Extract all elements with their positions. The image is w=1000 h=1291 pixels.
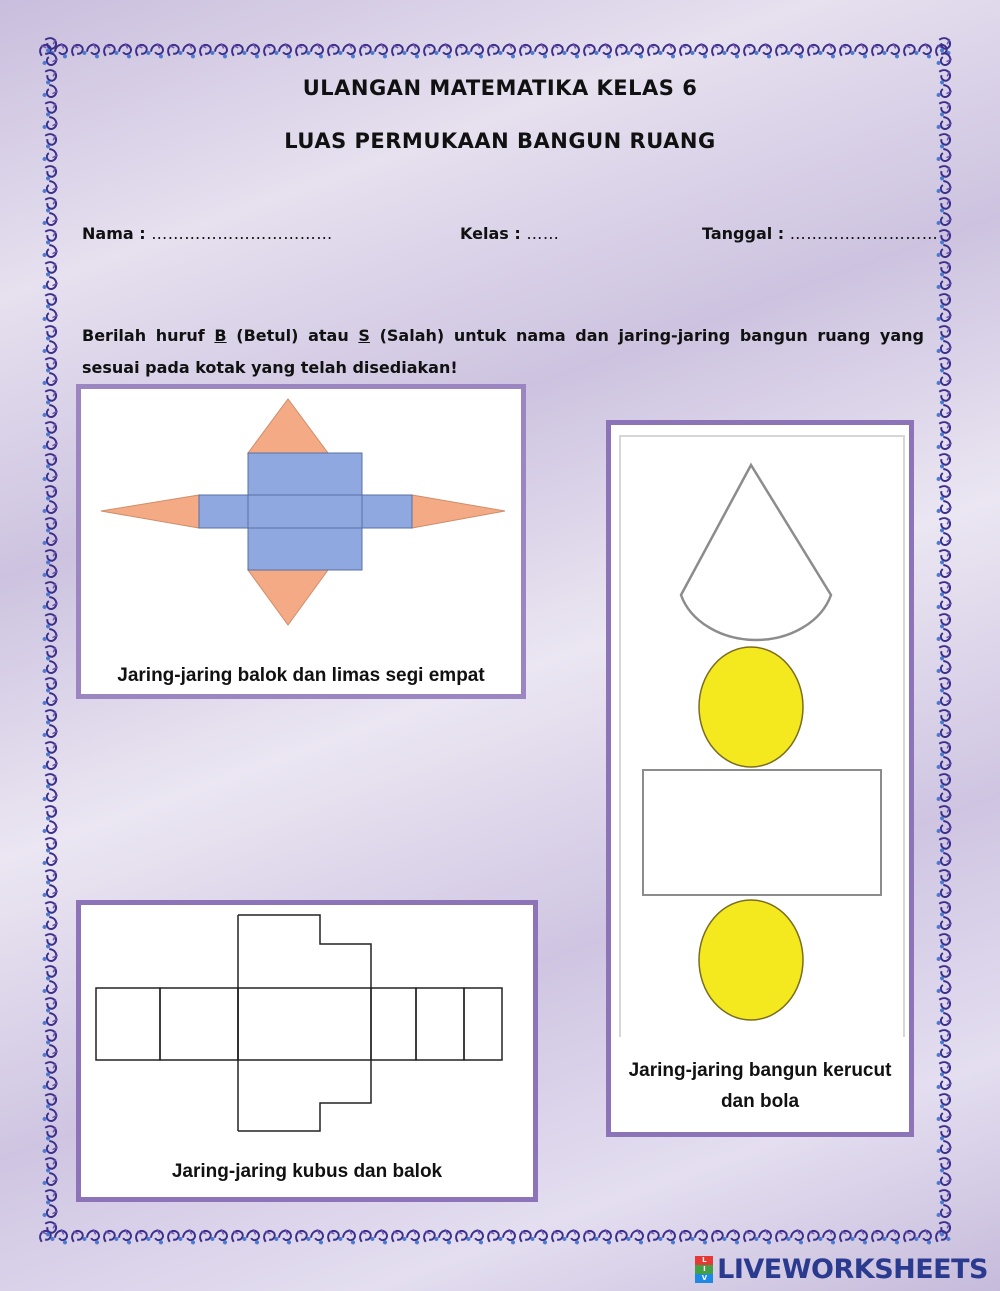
instruction-part1: Berilah huruf [82, 326, 215, 345]
instruction-b-letter: B [214, 326, 227, 345]
circle-bottom [699, 900, 803, 1020]
caption-kerucut-line1: Jaring-jaring bangun kerucut [628, 1060, 892, 1081]
nama-blank: …………………………… [151, 224, 333, 243]
net-rect-top [248, 453, 362, 495]
net-outline-top [238, 915, 371, 988]
circle-top [699, 647, 803, 767]
net-outline-bottom [238, 1085, 371, 1131]
net-rect-bottom [248, 528, 362, 570]
decorative-border-left [36, 36, 66, 1250]
tanggal-field [702, 224, 938, 243]
kelas-field [460, 224, 559, 243]
kelas-label: Kelas : [460, 224, 521, 243]
net-triangle-right [412, 495, 505, 528]
kelas-blank: …… [526, 224, 560, 243]
tanggal-label: Tanggal : [702, 224, 785, 243]
card-balok-limas[interactable] [76, 384, 526, 699]
tanggal-blank: ……………………… [789, 224, 939, 243]
pyramid-net-figure [81, 389, 521, 694]
card-kubus-balok[interactable] [76, 900, 538, 1202]
logo-letter-v: V [695, 1274, 713, 1283]
instruction-text [82, 320, 924, 384]
logo-letter-i: I [695, 1265, 713, 1274]
caption-balok-limas: Jaring-jaring balok dan limas segi empat [117, 665, 485, 686]
net-square-3 [238, 988, 371, 1060]
decorative-border-bottom [38, 1222, 962, 1250]
cone-sector [681, 465, 831, 640]
caption-kubus-balok: Jaring-jaring kubus dan balok [171, 1161, 443, 1182]
net-triangle-top [248, 399, 328, 453]
instruction-part2: (Betul) atau [226, 326, 359, 345]
page-title: ULANGAN MATEMATIKA KELAS 6 [302, 76, 698, 100]
logo-letter-l: L [695, 1256, 713, 1265]
cone-sphere-net-figure [611, 425, 909, 1132]
net-rect-right [362, 495, 412, 528]
rectangle-middle [643, 770, 881, 895]
net-square-6 [464, 988, 502, 1060]
net-square-5 [416, 988, 464, 1060]
cube-net-figure [81, 905, 533, 1197]
page-subtitle: LUAS PERMUKAAN BANGUN RUANG [284, 129, 716, 153]
net-triangle-left [101, 495, 199, 528]
net-square-4 [371, 988, 416, 1060]
net-square-2 [160, 988, 238, 1060]
nama-field [82, 224, 333, 243]
caption-kerucut-line2: dan bola [720, 1091, 800, 1112]
caption-kerucut-bola [611, 1055, 909, 1117]
nama-label: Nama : [82, 224, 146, 243]
net-rect-center [248, 495, 362, 528]
card-kerucut-bola[interactable] [606, 420, 914, 1137]
liveworksheets-logo-icon [695, 1256, 713, 1283]
liveworksheets-brand[interactable] [695, 1254, 988, 1285]
net-triangle-bottom [248, 570, 328, 625]
decorative-border-right [930, 36, 960, 1250]
instruction-s-letter: S [358, 326, 370, 345]
decorative-border-top [38, 36, 962, 64]
instruction-part3: (Salah) untuk nama dan jaring-jaring bangun ruang yang sesuai pada kotak yang telah disediakan! [82, 326, 924, 377]
liveworksheets-wordmark: LIVEWORKSHEETS [717, 1254, 988, 1285]
net-square-1 [96, 988, 160, 1060]
net-rect-left [199, 495, 248, 528]
